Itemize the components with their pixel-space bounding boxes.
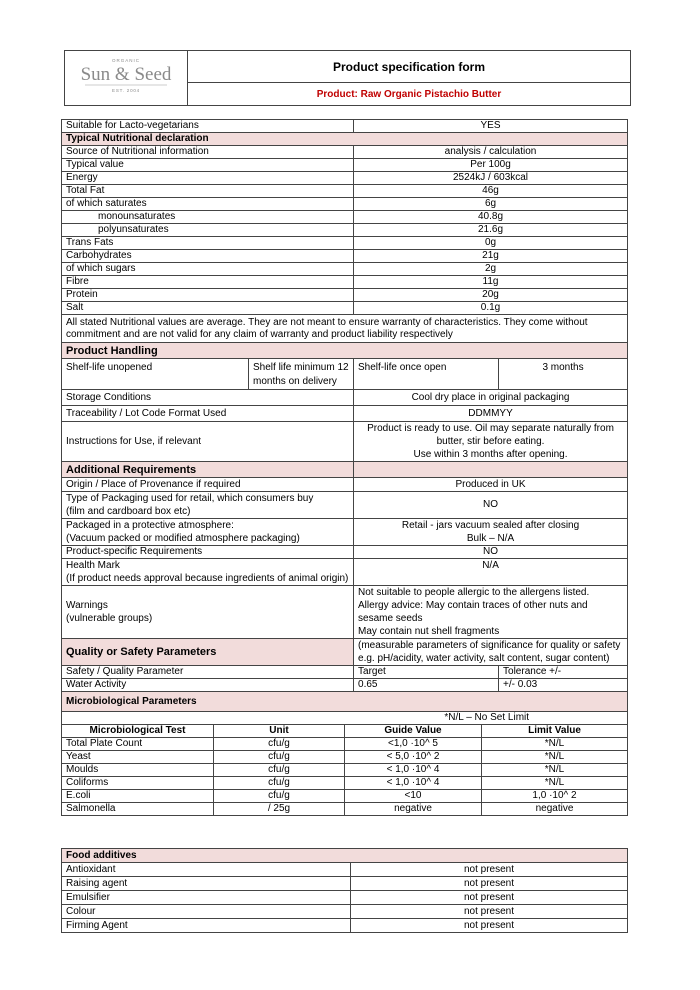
lacto-row [62, 120, 628, 133]
nutrition-label: of which sugars [62, 263, 354, 276]
origin-label: Origin / Place of Provenance if required [62, 478, 354, 492]
additive-label: Raising agent [62, 877, 351, 891]
nutrition-label: Source of Nutritional information [62, 146, 354, 159]
traceability-label: Traceability / Lot Code Format Used [62, 406, 354, 422]
logo [65, 51, 188, 105]
nutrition-title: Typical Nutritional declaration [62, 133, 628, 146]
additional-title: Additional Requirements [62, 462, 354, 478]
micro-test: Total Plate Count [62, 738, 214, 751]
additive-row [62, 877, 628, 891]
micro-header-limit: Limit Value [482, 725, 628, 738]
micro-guide: <10 [345, 790, 482, 803]
additive-label: Colour [62, 905, 351, 919]
micro-test: Moulds [62, 764, 214, 777]
lacto-label: Suitable for Lacto-vegetarians [62, 120, 354, 133]
atmosphere-label-1: Packaged in a protective atmosphere: [66, 520, 234, 531]
additive-row [62, 863, 628, 877]
nutrition-row [62, 211, 628, 224]
warnings-value-2: Allergy advice: May contain traces of other nuts and sesame seeds [358, 600, 588, 624]
quality-header-row [62, 666, 628, 679]
shelf-unopened-label: Shelf-life unopened [62, 359, 249, 390]
nutrition-value: 0g [354, 237, 628, 250]
product-requirements-value: NO [354, 546, 628, 559]
warnings-label-1: Warnings [66, 600, 108, 611]
micro-note: *N/L – No Set Limit [62, 712, 628, 725]
nutrition-label: Energy [62, 172, 354, 185]
health-mark-label [62, 559, 354, 586]
warnings-label [62, 586, 354, 639]
nutrition-label: monounsaturates [62, 211, 354, 224]
warnings-value-1: Not suitable to people allergic to the allergens listed. [358, 587, 590, 598]
shelf-open-label: Shelf-life once open [354, 359, 499, 390]
quality-param-label: Safety / Quality Parameter [62, 666, 354, 679]
micro-header-test: Microbiological Test [62, 725, 214, 738]
additive-row [62, 919, 628, 933]
nutrition-label: polyunsaturates [62, 224, 354, 237]
atmosphere-value-2: Bulk – N/A [466, 533, 515, 544]
nutrition-label: Carbohydrates [62, 250, 354, 263]
additives-table [61, 848, 628, 933]
lacto-value: YES [354, 120, 628, 133]
atmosphere-label-2: (Vacuum packed or modified atmosphere packaging) [66, 533, 300, 544]
product-requirements-label: Product-specific Requirements [62, 546, 354, 559]
nutrition-row [62, 198, 628, 211]
nutrition-row [62, 289, 628, 302]
packaging-label-1: Type of Packaging used for retail, which consumers buy [66, 493, 314, 504]
nutrition-value: 40.8g [354, 211, 628, 224]
storage-label: Storage Conditions [62, 390, 354, 406]
micro-row [62, 751, 628, 764]
nutrition-value: 21g [354, 250, 628, 263]
quality-section-header [62, 639, 628, 666]
micro-test: Salmonella [62, 803, 214, 816]
nutrition-row [62, 159, 628, 172]
nutrition-row [62, 172, 628, 185]
nutrition-value: analysis / calculation [354, 146, 628, 159]
additives-section-header [62, 849, 628, 863]
health-mark-value: N/A [354, 559, 628, 586]
nutrition-value: 6g [354, 198, 628, 211]
form-header [64, 50, 631, 106]
origin-row [62, 478, 628, 492]
atmosphere-row [62, 519, 628, 546]
micro-guide: negative [345, 803, 482, 816]
health-mark-label-2: (If product needs approval because ingredients of animal origin) [66, 573, 349, 584]
instructions-text-2: Use within 3 months after opening. [413, 449, 568, 460]
sun-and-seed-logo [65, 51, 187, 105]
nutrition-value: 20g [354, 289, 628, 302]
micro-limit: negative [482, 803, 628, 816]
additive-label: Emulsifier [62, 891, 351, 905]
additive-row [62, 891, 628, 905]
product-name: Product: Raw Organic Pistachio Butter [316, 88, 502, 100]
additive-value: not present [351, 919, 628, 933]
micro-guide: < 5,0 ·10^ 2 [345, 751, 482, 764]
micro-unit: cfu/g [214, 777, 345, 790]
instructions-value [354, 422, 628, 462]
nutrition-value: 46g [354, 185, 628, 198]
micro-test: E.coli [62, 790, 214, 803]
nutrition-label: Protein [62, 289, 354, 302]
nutrition-value: 11g [354, 276, 628, 289]
origin-value: Produced in UK [354, 478, 628, 492]
nutrition-section-header [62, 133, 628, 146]
micro-title: Microbiological Parameters [62, 692, 628, 712]
nutrition-note-row [62, 315, 628, 343]
micro-test: Coliforms [62, 777, 214, 790]
water-activity-row [62, 679, 628, 692]
nutrition-row [62, 276, 628, 289]
nutrition-row [62, 224, 628, 237]
atmosphere-value-1: Retail - jars vacuum sealed after closing [401, 520, 580, 531]
nutrition-value: 0.1g [354, 302, 628, 315]
logo-top-text: ORGANIC [111, 58, 141, 63]
handling-section-header [62, 343, 628, 359]
nutrition-value: 2g [354, 263, 628, 276]
micro-limit: *N/L [482, 738, 628, 751]
micro-guide: < 1,0 ·10^ 4 [345, 764, 482, 777]
nutrition-value: Per 100g [354, 159, 628, 172]
warnings-row [62, 586, 628, 639]
nutrition-row [62, 263, 628, 276]
nutrition-label: Total Fat [62, 185, 354, 198]
micro-row [62, 790, 628, 803]
storage-value: Cool dry place in original packaging [354, 390, 628, 406]
packaging-label [62, 492, 354, 519]
water-activity-tolerance: +/- 0.03 [499, 679, 628, 692]
nutrition-label: Trans Fats [62, 237, 354, 250]
micro-limit: *N/L [482, 764, 628, 777]
warnings-value [354, 586, 628, 639]
atmosphere-value [354, 519, 628, 546]
warnings-value-3: May contain nut shell fragments [358, 626, 500, 637]
additive-label: Firming Agent [62, 919, 351, 933]
nutrition-row [62, 237, 628, 250]
micro-header-row [62, 725, 628, 738]
product-requirements-row [62, 546, 628, 559]
packaging-value: NO [354, 492, 628, 519]
packaging-label-2: (film and cardboard box etc) [66, 506, 191, 517]
logo-bottom-text: EST. 2004 [112, 88, 140, 93]
health-mark-label-1: Health Mark [66, 560, 120, 571]
quality-title: Quality or Safety Parameters [62, 639, 354, 666]
additive-label: Antioxidant [62, 863, 351, 877]
micro-row [62, 803, 628, 816]
nutrition-row [62, 146, 628, 159]
micro-row [62, 777, 628, 790]
micro-limit: *N/L [482, 777, 628, 790]
quality-tolerance-label: Tolerance +/- [499, 666, 628, 679]
micro-test: Yeast [62, 751, 214, 764]
additive-value: not present [351, 877, 628, 891]
health-mark-row [62, 559, 628, 586]
page-title: Product specification form [188, 51, 630, 83]
micro-header-guide: Guide Value [345, 725, 482, 738]
micro-unit: cfu/g [214, 738, 345, 751]
atmosphere-label [62, 519, 354, 546]
nutrition-row [62, 185, 628, 198]
micro-header-unit: Unit [214, 725, 345, 738]
micro-guide: <1,0 ·10^ 5 [345, 738, 482, 751]
instructions-row [62, 422, 628, 462]
traceability-value: DDMMYY [354, 406, 628, 422]
micro-row [62, 738, 628, 751]
micro-unit: cfu/g [214, 751, 345, 764]
shelf-life-row [62, 359, 628, 390]
shelf-open-value: 3 months [499, 359, 628, 390]
micro-section-header [62, 692, 628, 712]
additive-row [62, 905, 628, 919]
nutrition-row [62, 250, 628, 263]
quality-note: (measurable parameters of significance for quality or safety e.g. pH/acidity, water activity, salt content, sugar content) [354, 639, 628, 666]
micro-row [62, 764, 628, 777]
additive-value: not present [351, 891, 628, 905]
micro-limit: 1,0 ·10^ 2 [482, 790, 628, 803]
nutrition-label: Salt [62, 302, 354, 315]
micro-limit: *N/L [482, 751, 628, 764]
quality-target-label: Target [354, 666, 499, 679]
water-activity-target: 0.65 [354, 679, 499, 692]
micro-note-row [62, 712, 628, 725]
traceability-row [62, 406, 628, 422]
nutrition-value: 21.6g [354, 224, 628, 237]
nutrition-label: of which saturates [62, 198, 354, 211]
nutrition-value: 2524kJ / 603kcal [354, 172, 628, 185]
nutrition-label: Fibre [62, 276, 354, 289]
micro-unit: / 25g [214, 803, 345, 816]
micro-unit: cfu/g [214, 790, 345, 803]
micro-unit: cfu/g [214, 764, 345, 777]
shelf-unopened-value: Shelf life minimum 12 months on delivery [249, 359, 354, 390]
storage-row [62, 390, 628, 406]
additional-section-header [62, 462, 628, 478]
handling-title: Product Handling [62, 343, 628, 359]
specification-table [61, 119, 628, 725]
additive-value: not present [351, 863, 628, 877]
nutrition-note: All stated Nutritional values are average. They are not meant to ensure warranty of characteristics. They come without commitment and are not valid for any claim of warranty and product liability respectively [62, 315, 628, 343]
additive-value: not present [351, 905, 628, 919]
warnings-label-2: (vulnerable groups) [66, 613, 153, 624]
water-activity-label: Water Activity [62, 679, 354, 692]
logo-name-text: Sun & Seed [80, 64, 172, 85]
micro-guide: < 1,0 ·10^ 4 [345, 777, 482, 790]
instructions-label: Instructions for Use, if relevant [62, 422, 354, 462]
micro-table [61, 724, 628, 816]
packaging-row [62, 492, 628, 519]
nutrition-label: Typical value [62, 159, 354, 172]
additives-title: Food additives [62, 849, 628, 863]
instructions-text-1: Product is ready to use. Oil may separate naturally from butter, stir before eating. [367, 423, 614, 447]
nutrition-row [62, 302, 628, 315]
